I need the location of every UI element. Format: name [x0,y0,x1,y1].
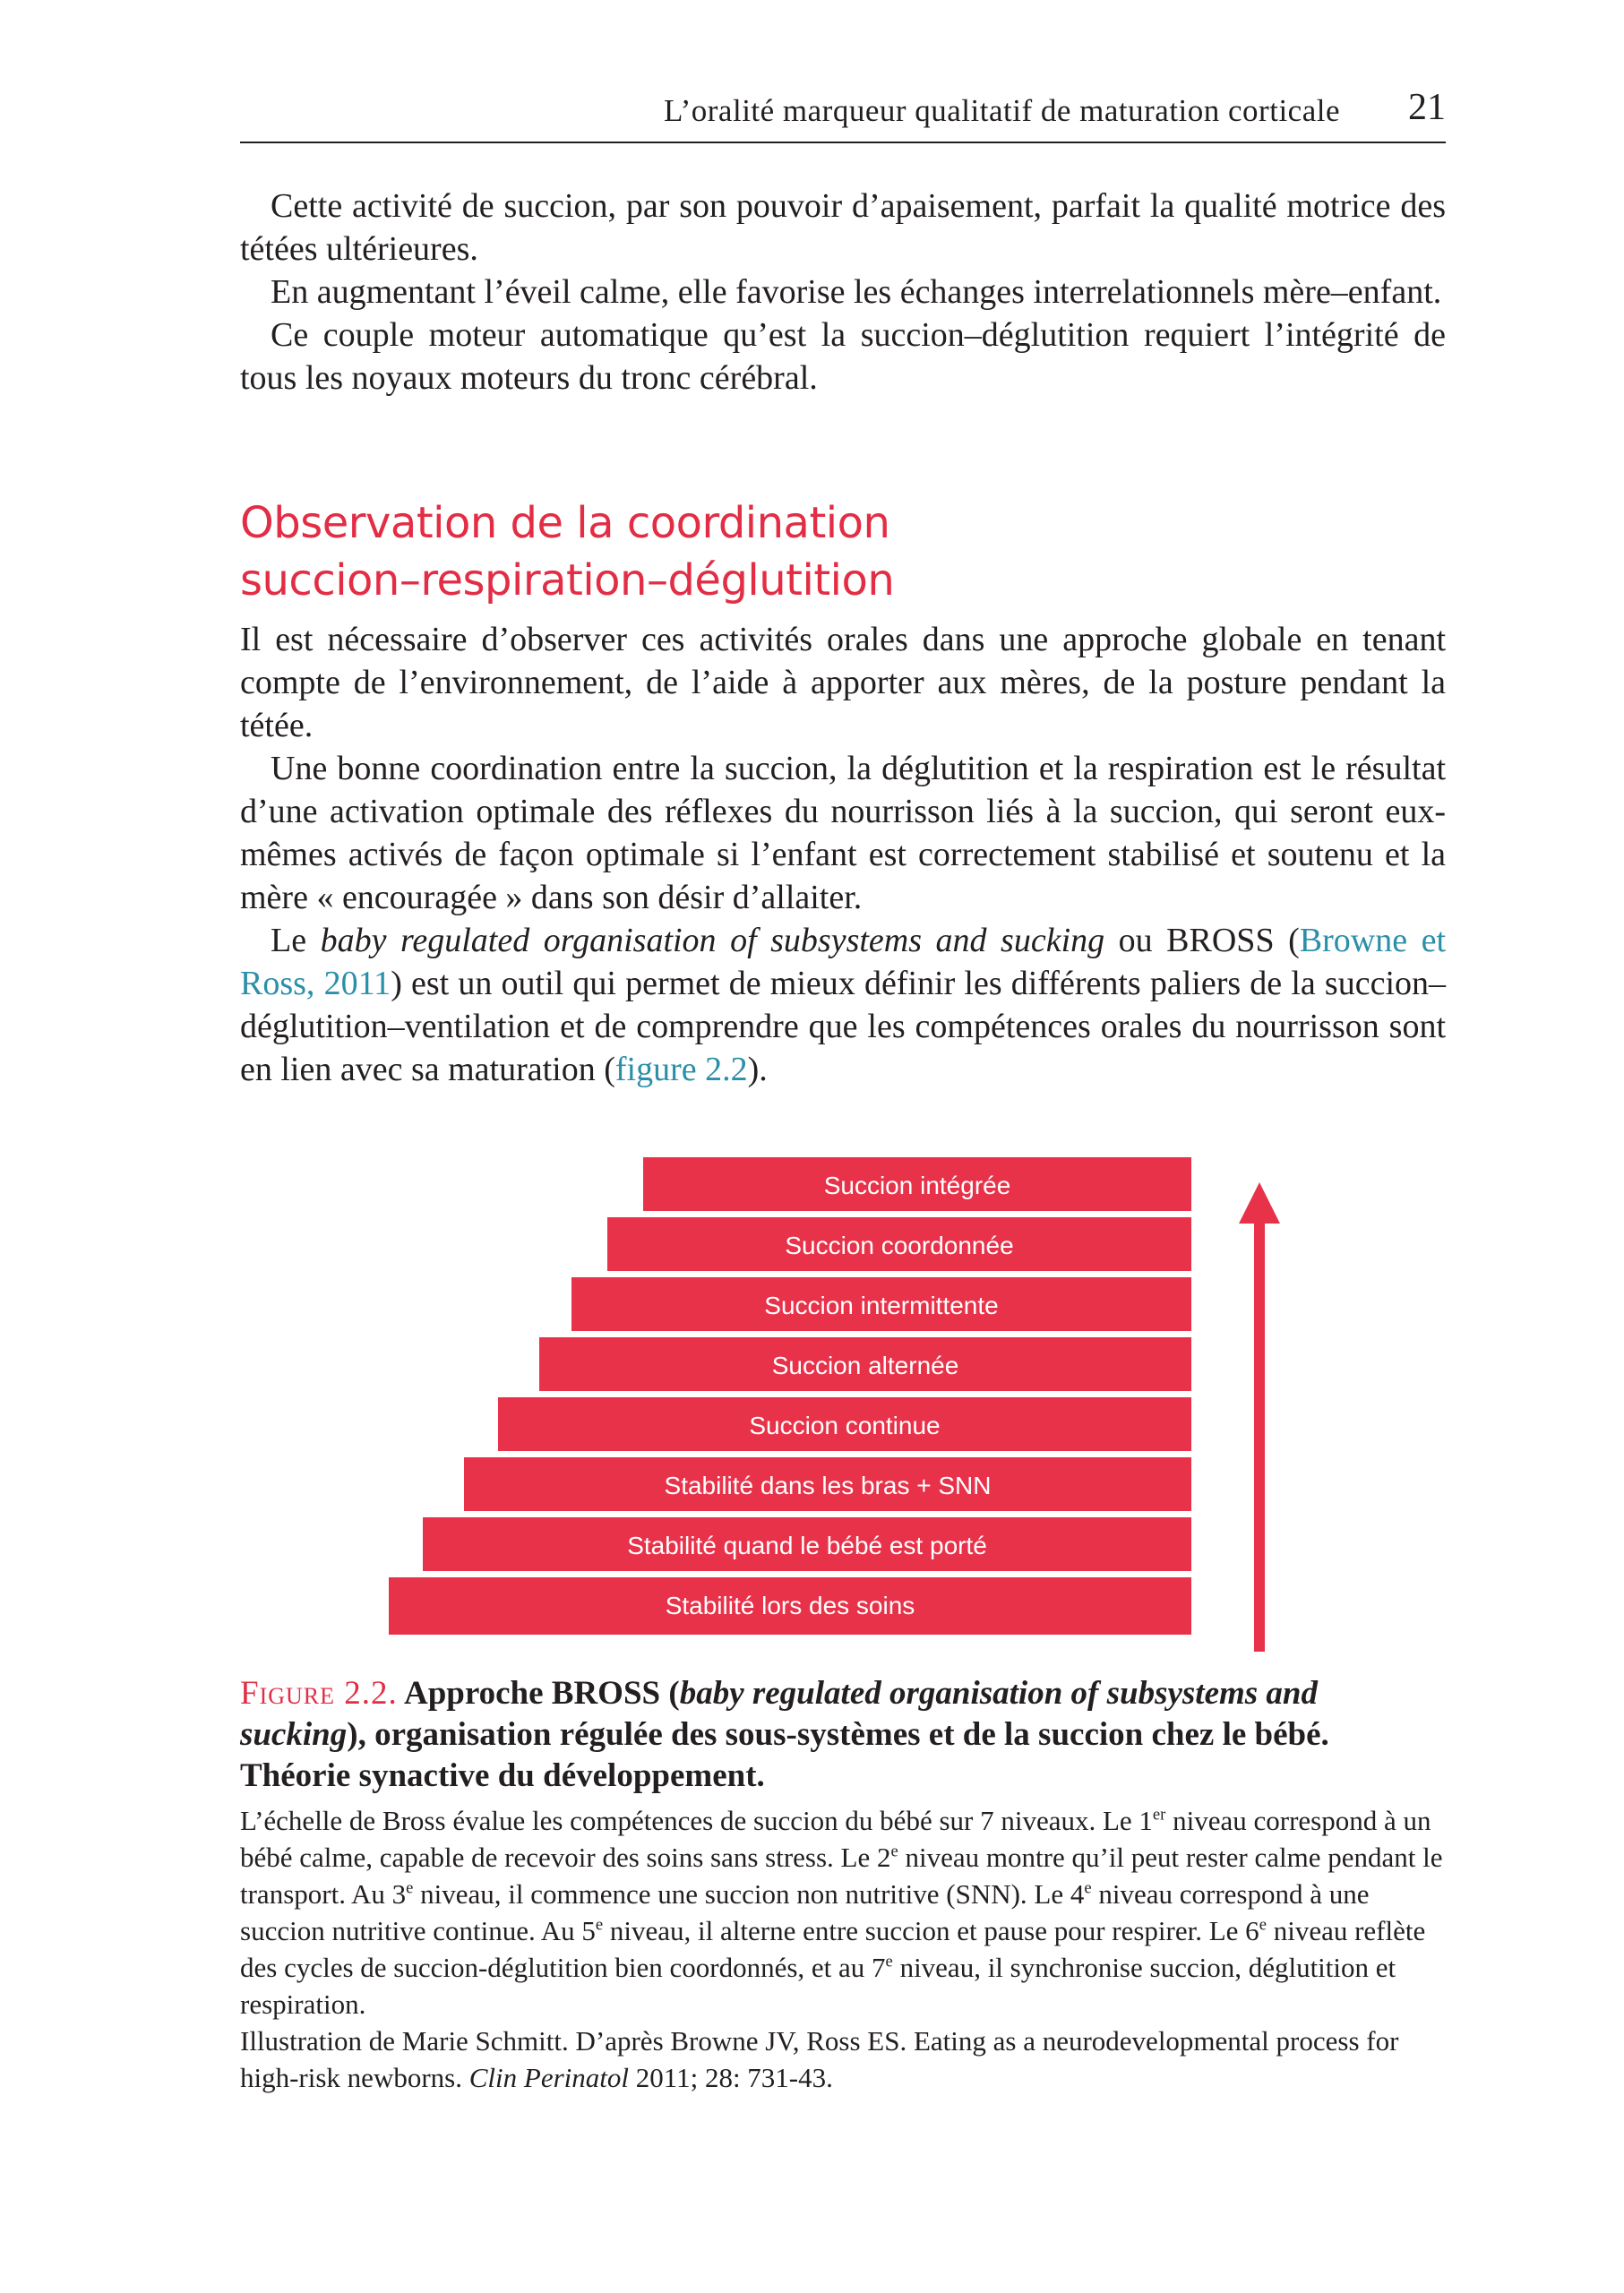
caption-title-italic: baby regulated organisation of subsystems and sucking [240,1675,1319,1753]
p3-start: Le [271,922,321,959]
running-header [240,88,1446,143]
chapter-title: L’oralité marqueur qualitatif de maturation corticale [663,93,1340,128]
intro-paragraph-3: Ce couple moteur automatique qu’est la succion–déglutition requiert l’intégrité de tous les noyaux moteurs du tronc cérébral. [240,316,1446,397]
caption-heading [240,1673,1446,1797]
credit-journal: Clin Perinatol [468,2062,629,2093]
figure-label: Figure 2.2. [240,1675,398,1712]
intro-paragraph-1: Cette activité de succion, par son pouvoir d’apaisement, parfait la qualité motrice des tétées ultérieures. [240,187,1446,268]
p3-italic: baby regulated organisation of subsystems and sucking [320,922,1105,959]
p3-after-ref: ) est un outil qui permet de mieux définir les différents paliers de la succion–déglutition–ventilation et de comprendre que les compétences orales du nourrisson sont en lien avec sa maturation ( [240,965,1446,1088]
section-heading-line-2: succion–respiration–déglutition [240,555,895,605]
step-5 [498,1397,1191,1455]
step-label: Stabilité lors des soins [665,1592,915,1619]
caption-title-b: ), organisation régulée des sous-systèmes et de la succion chez le bébé. Théorie synactive du développement. [240,1716,1329,1794]
caption-body-5: niveau correspond à une succion nutritive continue. Au 5 [240,1878,1370,1946]
step-label: Succion intermittente [764,1292,999,1319]
step-label: Stabilité quand le bébé est porté [627,1532,987,1559]
p3-end: ). [747,1051,768,1088]
up-arrow-shaft [1254,1222,1265,1652]
section-text [240,618,1446,1091]
caption-body-1: L’échelle de Bross évalue les compétences de succion du bébé sur 7 niveaux. Le 1 [240,1805,1153,1836]
step-6 [464,1457,1191,1515]
caption-body-7: niveau reflète des cycles de succion-déglutition bien coordonnés, et au 7 [240,1915,1426,1983]
figure-caption [240,1673,1446,2096]
sup-4: e [1084,1878,1092,1898]
page-number: 21 [1408,87,1446,128]
caption-body-2: niveau correspond à un bébé calme, capable de recevoir des soins sans stress. Le 2 [240,1805,1431,1873]
section-paragraph-3 [240,919,1446,1091]
sup-7: e [885,1952,893,1971]
section-paragraph-2: Une bonne coordination entre la succion, la déglutition et la respiration est le résultat d’une activation optimale des réflexes du nourrisson liés à la succion, qui seront eux-mêmes activés de façon optimale si l’enfant est correctement stabilisé et soutenu et la mère « encouragée » dans son désir d’allaiter. [240,750,1446,916]
caption-credit [240,2022,1446,2096]
step-label: Succion continue [749,1412,941,1439]
intro-text [240,185,1446,399]
step-label: Succion coordonnée [785,1232,1014,1259]
caption-body-4: niveau, il commence une succion non nutritive (SNN). Le 4 [413,1878,1085,1910]
intro-paragraph-2: En augmentant l’éveil calme, elle favorise les échanges interrelationnels mère–enfant. [271,273,1442,311]
step-label: Stabilité dans les bras + SNN [664,1472,992,1499]
caption-title-a: Approche BROSS ( [397,1675,680,1712]
section-heading-line-1: Observation de la coordination [240,498,890,548]
sup-2: e [890,1842,898,1861]
sup-5: e [595,1915,604,1935]
credit-a: Illustration de Marie Schmitt. D’après Browne JV, Ross ES. Eating as a neurodevelopmental process for high-risk newborns. [240,2025,1399,2093]
step-1 [643,1157,1191,1215]
p3-mid: ou BROSS ( [1104,922,1300,959]
sup-1: er [1152,1805,1166,1825]
section-heading [240,494,1446,609]
up-arrow-icon [1239,1182,1280,1224]
step-2 [607,1217,1191,1275]
caption-body [240,1802,1446,2022]
step-8 [389,1577,1191,1635]
step-label: Succion intégrée [823,1172,1011,1199]
sup-6: e [1259,1915,1267,1935]
step-7 [423,1517,1191,1575]
section-paragraph-1: Il est nécessaire d’observer ces activités orales dans une approche globale en tenant compte de l’environnement, de l’aide à apporter aux mères, de la posture pendant la tétée. [240,621,1446,744]
sup-3: e [406,1878,414,1898]
figure-link[interactable]: figure 2.2 [614,1051,748,1088]
step-label: Succion alternée [771,1352,959,1379]
step-4 [539,1337,1191,1395]
caption-body-6: niveau, il alterne entre succion et pause pour respirer. Le 6 [603,1915,1259,1946]
caption-body-3: niveau montre qu’il peut rester calme pendant le transport. Au 3 [240,1842,1443,1910]
step-3 [571,1277,1191,1335]
citation-link[interactable]: Browne et Ross, 2011 [240,922,1446,1002]
credit-b: 2011; 28: 731-43. [628,2062,833,2093]
caption-body-8: niveau, il synchronise succion, déglutition et respiration. [240,1952,1396,2020]
